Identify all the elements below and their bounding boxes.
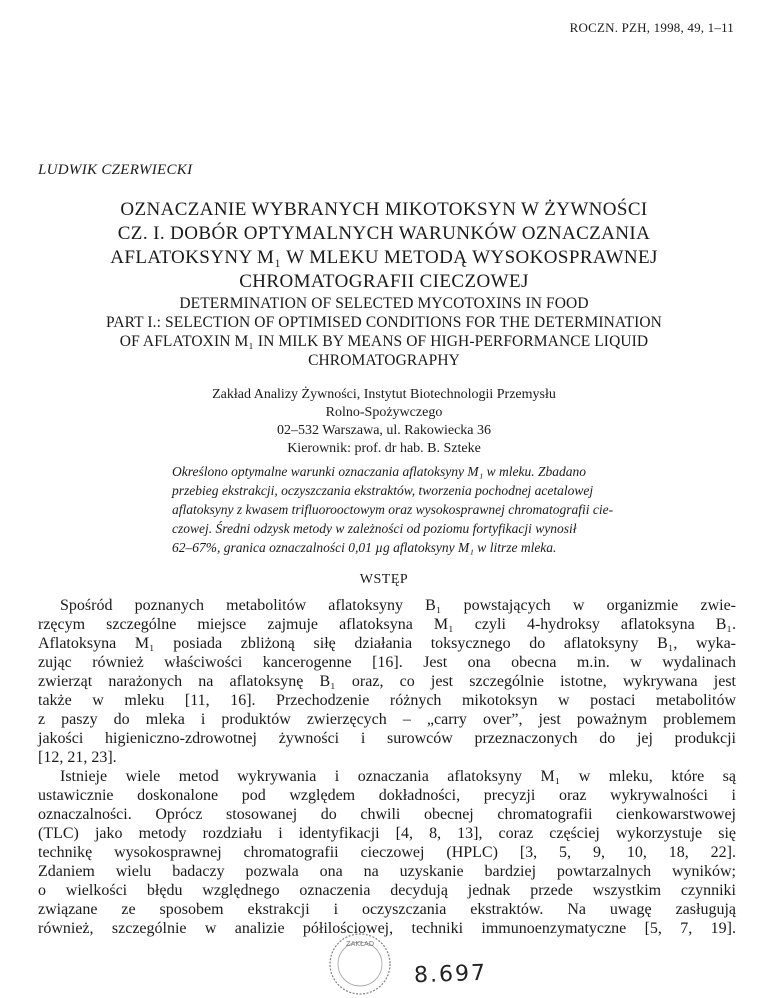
title-english-line: DETERMINATION OF SELECTED MYCOTOXINS IN FOOD — [179, 295, 589, 312]
affiliation-line: 02–532 Warszawa, ul. Rakowiecka 36 — [277, 423, 491, 438]
paragraph-line: ustawicznie doskonalone pod względem dokładności, precyzji oraz wykrywalności i — [38, 787, 736, 804]
paragraph-line: również, szczególnie w analizie półilościowej, techniki immunoenzymatyczne [5, 7, 19]. — [38, 920, 736, 937]
title-english-line: OF AFLATOXIN M₁ IN MILK BY MEANS OF HIGH-PERFORMANCE LIQUID — [119, 333, 649, 350]
section-heading: WSTĘP — [359, 572, 409, 587]
paragraph-line: także w mleku [11, 16]. Przechodzenie różnych mikotoksyn w postaci metabolitów — [38, 692, 736, 709]
paragraph-line: Istnieje wiele metod wykrywania i oznaczania aflatoksyny M₁ w mleku, które są — [60, 768, 736, 785]
paragraph-line: związane ze sposobem ekstrakcji i oczyszczania ekstraktów. Na uwagę zasługują — [38, 901, 736, 918]
paragraph-line: zując również właściwości kancerogenne [16]. Jest ona obecna m.in. w wydalinach — [38, 654, 736, 671]
abstract-line: czowej. Średni odzysk metody w zależności od poziomu fortyfikacji wynosił — [172, 521, 577, 536]
affiliation-line: Rolno-Spożywczego — [325, 405, 443, 420]
affiliation — [100, 386, 668, 458]
title-english — [20, 294, 748, 370]
title-polish-line: CZ. I. DOBÓR OPTYMALNYCH WARUNKÓW OZNACZANIA — [117, 223, 651, 244]
affiliation-line: Kierownik: prof. dr hab. B. Szteke — [287, 441, 481, 456]
author-name: LUDWIK CZERWIECKI — [38, 162, 193, 178]
title-polish-line: CHROMATOGRAFII CIECZOWEJ — [239, 271, 529, 292]
paragraph-line: [12, 21, 23]. — [38, 749, 117, 766]
title-polish — [40, 198, 728, 294]
title-english-line: CHROMATOGRAPHY — [308, 352, 460, 369]
paragraph-line: oznaczalności. Oprócz stosowanej do chwili obecnej chromatografii cienkowarstwowej — [38, 806, 736, 823]
paragraph-line: o wielkości błędu względnego oznaczenia decydują jednak przede wszystkim czynniki — [38, 882, 736, 899]
paragraph-line: Spośród poznanych metabolitów aflatoksyny B₁ powstających w organizmie zwie- — [60, 597, 736, 614]
abstract-line: Określono optymalne warunki oznaczania aflatoksyny M₁ w mleku. Zbadano — [172, 464, 587, 479]
affiliation-line: Zakład Analizy Żywności, Instytut Biotechnologii Przemysłu — [212, 387, 556, 402]
body-text — [38, 596, 736, 938]
paragraph-line: Zdaniem wielu badaczy pozwala ona na uzyskanie bardziej powtarzalnych wyników; — [38, 863, 736, 880]
abstract-line: przebieg ekstrakcji, oczyszczania ekstraktów, tworzenia pochodnej acetalowej — [172, 483, 594, 498]
title-polish-line: OZNACZANIE WYBRANYCH MIKOTOKSYN W ŻYWNOŚCI — [120, 199, 648, 220]
paragraph-line: (TLC) jako metody rozdziału i identyfikacji [4, 8, 13], coraz częściej wykorzystuje się — [38, 825, 736, 842]
abstract-line: aflatoksyny z kwasem trifluorooctowym oraz wysokosprawnej chromatografii cie- — [172, 502, 614, 517]
handwritten-note: 8.697 — [413, 960, 488, 989]
stamp-text: ZAKŁAD — [345, 940, 375, 948]
abstract-line: 62–67%, granica oznaczalności 0,01 µg aflatoksyny M₁ w litrze mleka. — [172, 540, 557, 555]
paragraph-line: rzęcym szczególne miejsce zajmuje aflatoksyna M₁ czyli 4-hydroksy aflatoksyna B₁. — [38, 616, 736, 633]
library-stamp — [326, 930, 394, 998]
abstract — [172, 462, 738, 557]
paragraph-line: jakości higieniczno-zdrowotnej żywności i surowców przeznaczonych do jej produkcji — [38, 730, 736, 747]
title-polish-line: AFLATOKSYNY M₁ W MLEKU METODĄ WYSOKOSPRAWNEJ — [110, 247, 658, 268]
paragraph-line: z paszy do mleka i produktów zwierzęcych – „carry over”, jest poważnym problemem — [38, 711, 736, 728]
paragraph-line: zwierząt narażonych na aflatoksynę B₁ oraz, co jest szczególnie istotne, wykrywana jest — [38, 673, 736, 690]
title-english-line: PART I.: SELECTION OF OPTIMISED CONDITIONS FOR THE DETERMINATION — [106, 314, 662, 331]
journal-reference: ROCZN. PZH, 1998, 49, 1–11 — [569, 20, 734, 35]
paragraph-line: Aflatoksyna M₁ posiada zbliżoną siłę działania toksycznego do aflatoksyny B₁, wyka- — [38, 635, 736, 652]
paragraph-line: technikę wysokosprawnej chromatografii cieczowej (HPLC) [3, 5, 9, 10, 18, 22]. — [38, 844, 736, 861]
